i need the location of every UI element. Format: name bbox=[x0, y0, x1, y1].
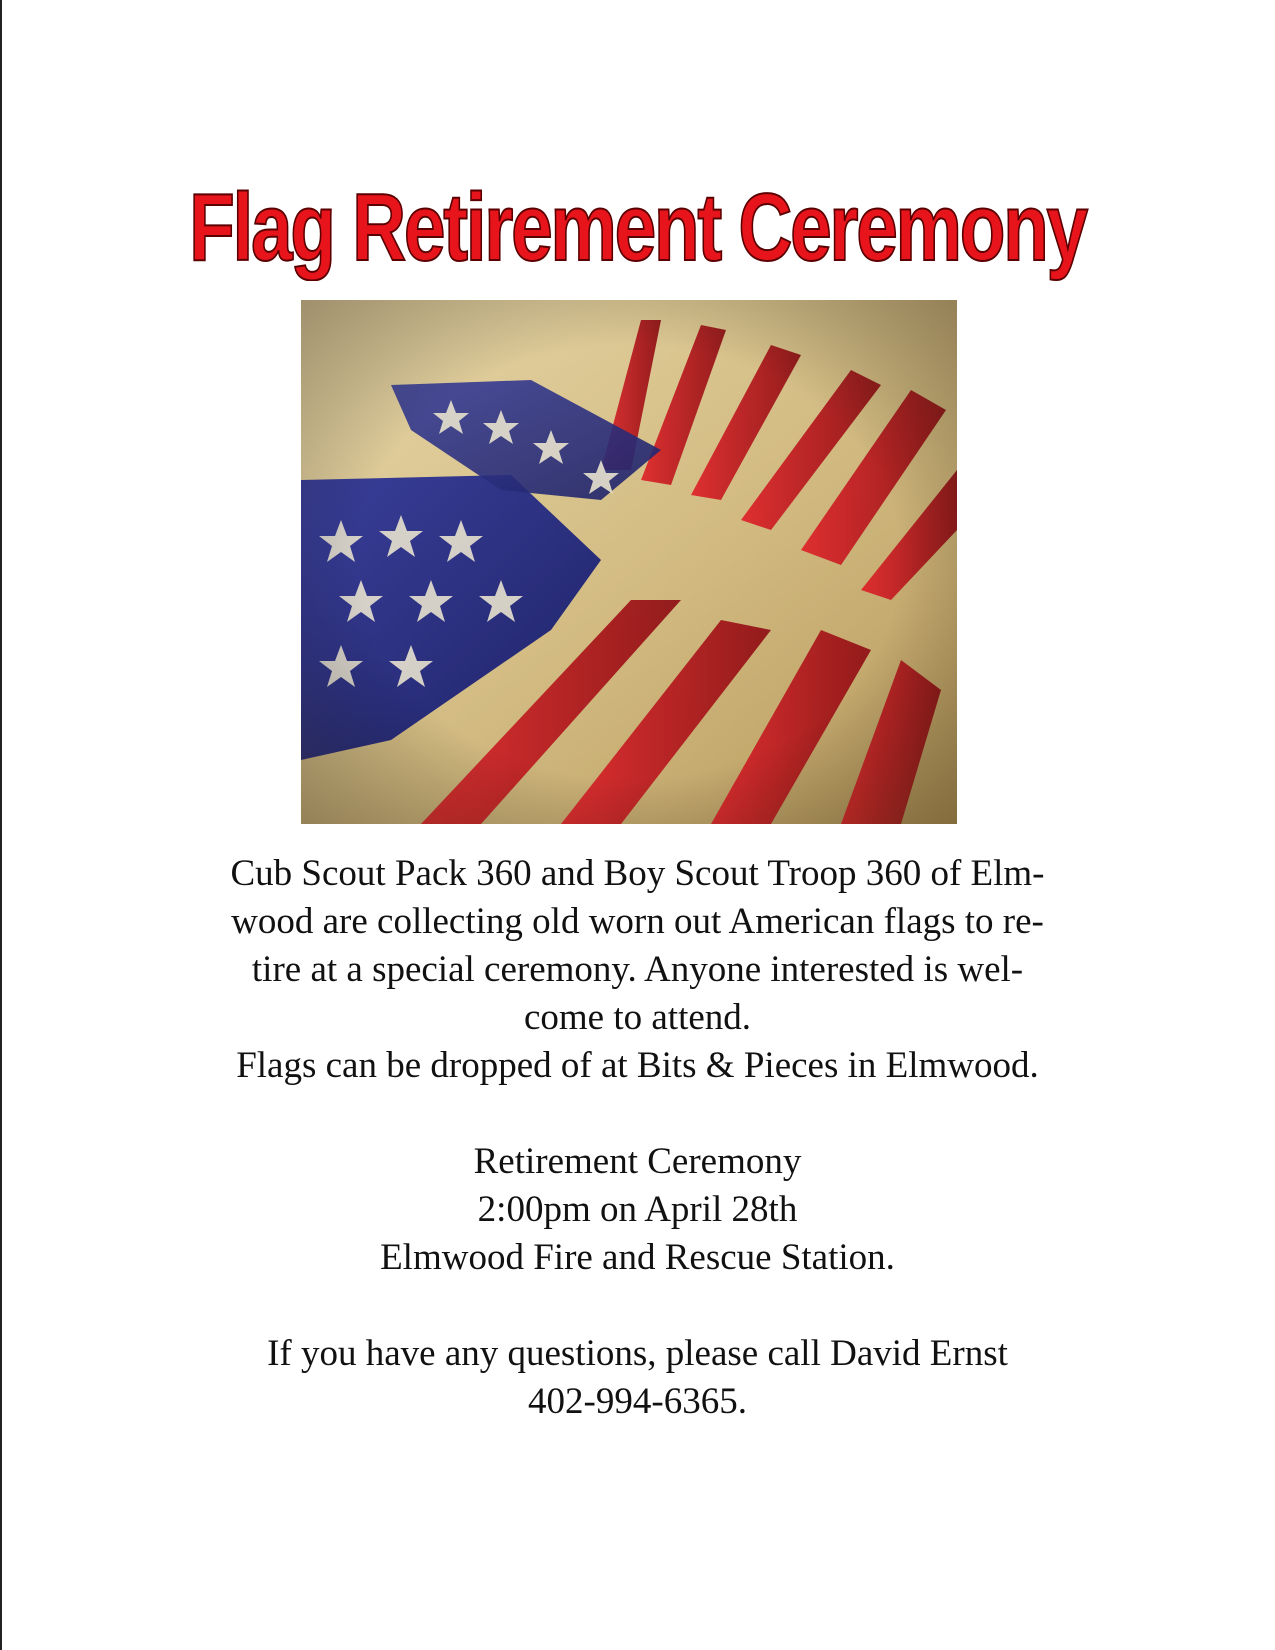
intro-line: Flags can be dropped of at Bits & Pieces in Elmwood. bbox=[236, 1045, 1039, 1086]
ceremony-location: Elmwood Fire and Rescue Station. bbox=[380, 1237, 895, 1278]
intro-line: wood are collecting old worn out American flags to re- bbox=[231, 901, 1044, 942]
page-left-border bbox=[0, 0, 2, 1650]
contact-line: If you have any questions, please call David Ernst bbox=[267, 1333, 1008, 1374]
contact-info bbox=[150, 1330, 1125, 1426]
contact-phone: 402-994-6365. bbox=[528, 1381, 747, 1422]
intro-line: come to attend. bbox=[523, 997, 752, 1038]
intro-line: tire at a special ceremony. Anyone interested is wel- bbox=[251, 949, 1024, 990]
intro-line: Cub Scout Pack 360 and Boy Scout Troop 360 of Elm- bbox=[230, 853, 1045, 894]
ceremony-time: 2:00pm on April 28th bbox=[477, 1189, 798, 1230]
page-title: Flag Retirement Ceremony bbox=[189, 174, 1086, 281]
ceremony-heading: Retirement Ceremony bbox=[473, 1141, 802, 1182]
ceremony-details bbox=[150, 1138, 1125, 1282]
weathered-american-flag-image bbox=[301, 300, 957, 824]
intro-paragraph bbox=[150, 850, 1125, 1090]
